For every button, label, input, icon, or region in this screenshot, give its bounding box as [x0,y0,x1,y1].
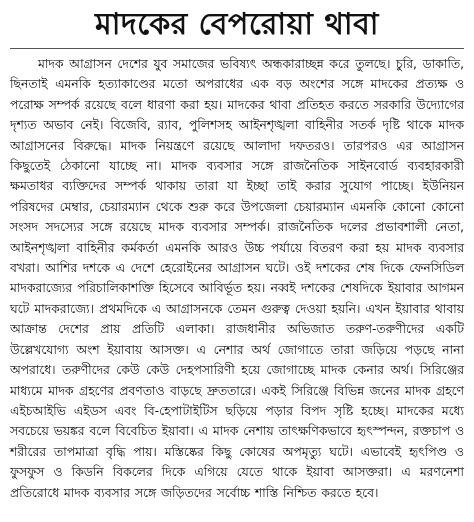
headline-divider [10,48,464,49]
article-headline: মাদকের বেপরোয়া থাবা [95,7,379,42]
article-body: মাদক আগ্রাসন দেশের যুব সমাজের ভবিষ্যৎ অন্ধকারাচ্ছন্ন করে তুলছে। চুরি, ডাকাতি, ছিনতাই এমনকি হত্যাকাণ্ডের মতো অপরাধের এক বড় অংশের সঙ্গে মাদকের প্রত্যক্ষ ও পরোক্ষ সম্পর্ক রয়েছে বলে ধারণা করা হয়। মাদকের থাবা প্রতিহত করতে সরকারি উদ্যোগের দৃশ্যত অভাব নেই। বিজেবি, র‌্যাব, পুলিশসহ আইনশৃঙ্খলা বাহিনীর সতর্ক দৃষ্টি থাকে মাদক আগ্রাসনের বিরুদ্ধে। মাদক নিয়ন্ত্রণে রয়েছে আলাদা দফতরও। তারপরও এর আগ্রাসন কিছুতেই ঠেকানো যাচ্ছে না। মাদক ব্যবসার সঙ্গে রাজনৈতিক সাইনবোর্ড ব্যবহারকারী ক্ষমতাধর ব্যক্তিদের সম্পর্ক থাকায় তারা যা ইচ্ছা তাই করার সুযোগ পাচ্ছে। ইউনিয়ন পরিষদের মেম্বার, চেয়ারম্যান থেকে শুরু করে উপজেলা চেয়ারম্যান এমনকি কোনো কোনো সংসদ সদস্যের সঙ্গে রয়েছে মাদক ব্যবসার সম্পর্ক। রাজনৈতিক দলের প্রভাবশালী নেতা, আইনশৃঙ্খলা বাহিনীর কর্মকর্তা এমনকি আরও উচ্চ পর্যায়ে বিতরণ করা হয় মাদক ব্যবসার বখরা। আশির দশকে এ দেশে হেরোইনের আগ্রাসন ঘটে। ওই দশকের শেষ দিকে ফেনসিডিল মাদকরাজ্যের পরিচালিকাশক্তি হিসেবে আবির্ভূত হয়। নব্বই দশকের শেষদিকে ইয়াবার আগমন ঘটে মাদকরাজ্যে। প্রথমদিকে এ আগ্রাসনকে তেমন গুরুত্ব দেওয়া হয়নি। এখন ইয়াবার থাবায় আক্রান্ত দেশের প্রায় প্রতিটি এলাকা। রাজধানীর অভিজাত তরুণ-তরুণীদের একটি উল্লেখযোগ্য অংশ ইয়াবায় আসক্ত। এ নেশার অর্থ জোগাতে তারা জড়িয়ে পড়ছে নানা অপরাধে। তরুণীদের কেউ কেউ দেহপসারিণী হয়ে জোগাচ্ছে মাদক কেনার অর্থ। সিরিঞ্জের মাধ্যমে মাদক গ্রহণের প্রবণতাও বাড়ছে দ্রুততারে। একই সিরিঞ্জে বিভিন্ন জনের মাদক গ্রহণে এইচআইভি এইডস এবং বি-হেপাটাইটিস ছড়িয়ে পড়ার বিপদ সৃষ্টি হচ্ছে। মাদকের মধ্যে সবচেয়ে ভয়ঙ্কর বলে বিবেচিত ইয়াবা। এ মাদক নেশায় তাৎক্ষণিকভাবে হৃৎস্পন্দন, রক্তচাপ ও শরীরের তাপমাত্রা বৃদ্ধি পায়। মস্তিষ্কের কিছু কোষের অপমৃত্যু ঘটে। এভাবেই হৃৎপিণ্ড ও ফুসফুস ও কিডনি বিকলের দিকে এগিয়ে যেতে থাকে ইয়াবা আসক্তরা। এ মরণনেশা প্রতিরোধে মাদক ব্যবসার সঙ্গে জড়িতদের সর্বোচ্চ শাস্তি নিশ্চিত করতে হবে। [10,57,464,500]
